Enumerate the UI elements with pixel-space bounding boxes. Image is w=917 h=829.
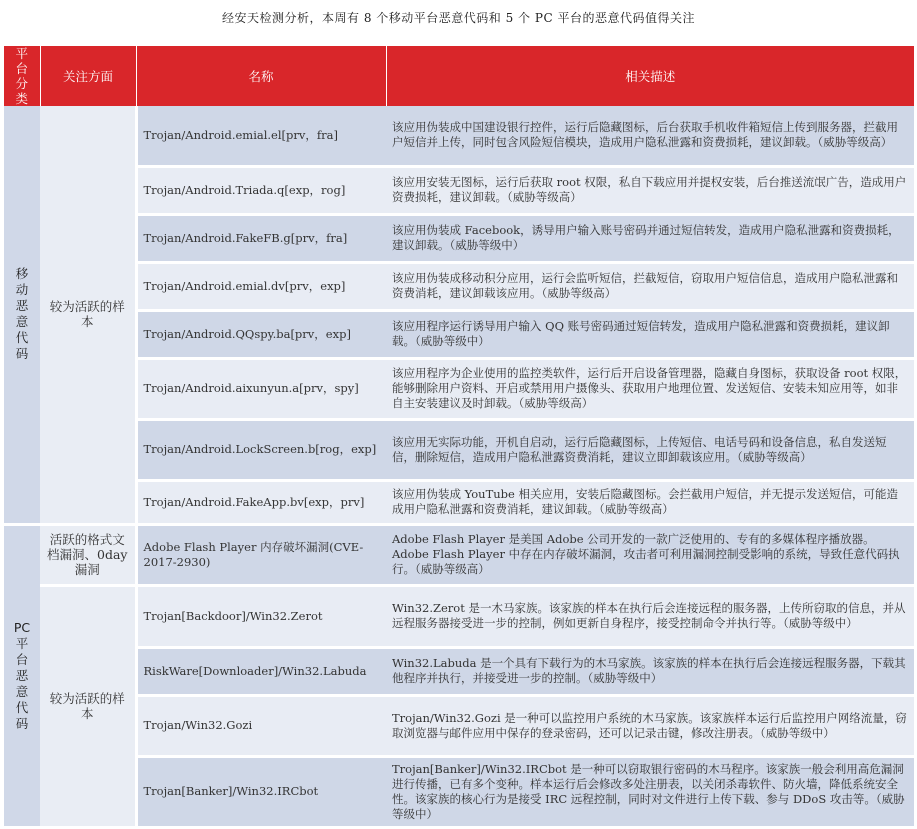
table-row [4, 756, 914, 827]
sample-name: Trojan[Backdoor]/Win32.Zerot [136, 585, 386, 647]
sample-name: Trojan/Android.FakeApp.bv[exp，prv] [136, 480, 386, 524]
table-row [4, 647, 914, 695]
sample-name: Trojan/Android.FakeFB.g[prv，fra] [136, 214, 386, 262]
vulnerability-name: Adobe Flash Player 内存破坏漏洞(CVE-2017-2930) [136, 524, 386, 585]
sample-name: Trojan/Android.Triada.q[exp，rog] [136, 166, 386, 214]
table-row [4, 695, 914, 756]
sample-name: Trojan/Android.aixunyun.a[prv，spy] [136, 358, 386, 419]
sample-description: 该应用程序运行诱导用户输入 QQ 账号密码通过短信转发，造成用户隐私泄露和资费损耗，建议卸载。（威胁等级中） [386, 310, 914, 358]
header-focus: 关注方面 [40, 46, 136, 106]
sample-description: 该应用安装无图标，运行后获取 root 权限，私自下载应用并提权安装，后台推送流氓广告，造成用户资费损耗，建议卸载。（威胁等级高） [386, 166, 914, 214]
table-row [4, 310, 914, 358]
platform-mobile: 移动恶意代码 [4, 106, 40, 524]
table-row [4, 262, 914, 310]
table-row [4, 214, 914, 262]
table-caption: 经安天检测分析，本周有 8 个移动平台恶意代码和 5 个 PC 平台的恶意代码值得关注 [222, 11, 695, 25]
table-row [4, 419, 914, 480]
sample-name: Trojan/Android.emial.el[prv，fra] [136, 106, 386, 166]
sample-name: Trojan/Win32.Gozi [136, 695, 386, 756]
sample-name: Trojan/Android.QQspy.ba[prv，exp] [136, 310, 386, 358]
table-row [4, 358, 914, 419]
focus-pc-vulnerability: 活跃的格式文档漏洞、0day 漏洞 [40, 524, 136, 585]
sample-description: 该应用伪装成中国建设银行控件，运行后隐藏图标，后台获取手机收件箱短信上传到服务器，拦截用户短信并上传，同时包含风险短信模块，造成用户隐私泄露和资费损耗，建议卸载。（威胁等级高） [386, 106, 914, 166]
header-platform: 平台分类 [4, 46, 40, 106]
table-row [4, 106, 914, 166]
sample-name: Trojan[Banker]/Win32.IRCbot [136, 756, 386, 827]
sample-description: 该应用无实际功能，开机自启动，运行后隐藏图标，上传短信、电话号码和设备信息，私自发送短信，删除短信，造成用户隐私泄露资费消耗，建议立即卸载该应用。（威胁等级高） [386, 419, 914, 480]
sample-name: RiskWare[Downloader]/Win32.Labuda [136, 647, 386, 695]
sample-name: Trojan/Android.LockScreen.b[rog，exp] [136, 419, 386, 480]
sample-description: 该应用伪装成移动积分应用，运行会监听短信，拦截短信，窃取用户短信信息，造成用户隐私泄露和资费消耗，建议卸载该应用。（威胁等级高） [386, 262, 914, 310]
table-row [4, 480, 914, 524]
table-row [4, 585, 914, 647]
sample-description: Trojan[Banker]/Win32.IRCbot 是一种可以窃取银行密码的木马程序。该家族一般会利用高危漏洞进行传播，已有多个变种。样本运行后会修改多处注册表，以关闭杀毒软件、防火墙，降低系统安全性。该家族的核心行为是接受 IRC 远程控制，同时对文件进行上传下载、参与 DDoS 攻击等。（威胁等级中） [386, 756, 914, 827]
focus-mobile-active: 较为活跃的样本 [40, 106, 136, 524]
sample-description: 该应用伪装成 YouTube 相关应用，安装后隐藏图标。会拦截用户短信，并无提示发送短信，可能造成用户隐私泄露和资费消耗，建议卸载。（威胁等级高） [386, 480, 914, 524]
malware-table [4, 46, 914, 829]
focus-pc-active: 较为活跃的样本 [40, 585, 136, 827]
table-row [4, 524, 914, 585]
platform-pc: PC平台恶意代码 [4, 524, 40, 827]
sample-description: Win32.Labuda 是一个具有下载行为的木马家族。该家族的样本在执行后会连接远程服务器，下载其他程序并执行，并接受进一步的控制。（威胁等级中） [386, 647, 914, 695]
sample-description: 该应用程序为企业使用的监控类软件，运行后开启设备管理器，隐藏自身图标，获取设备 root 权限，能够删除用户资料、开启或禁用用户摄像头、获取用户地理位置、发送短信、安装未知应用等，如非自主安装建议及时卸载。（威胁等级高） [386, 358, 914, 419]
header-description: 相关描述 [386, 46, 914, 106]
sample-description: 该应用伪装成 Facebook，诱导用户输入账号密码并通过短信转发，造成用户隐私泄露和资费损耗，建议卸载。（威胁等级中） [386, 214, 914, 262]
sample-name: Trojan/Android.emial.dv[prv，exp] [136, 262, 386, 310]
sample-description: Trojan/Win32.Gozi 是一种可以监控用户系统的木马家族。该家族样本运行后监控用户网络流量，窃取浏览器与邮件应用中保存的登录密码，还可以记录击键，修改注册表。（威胁等级中） [386, 695, 914, 756]
header-name: 名称 [136, 46, 386, 106]
sample-description: Win32.Zerot 是一木马家族。该家族的样本在执行后会连接远程的服务器，上传所窃取的信息，并从远程服务器接受进一步的控制，例如更新自身程序，接受控制命令并执行等。（威胁等级中） [386, 585, 914, 647]
vulnerability-description: Adobe Flash Player 是美国 Adobe 公司开发的一款广泛使用的、专有的多媒体程序播放器。Adobe Flash Player 中存在内存破坏漏洞，攻击者可利用漏洞控制受影响的系统，导致任意代码执行。（威胁等级高） [386, 524, 914, 585]
table-header-row [4, 46, 914, 106]
table-row [4, 166, 914, 214]
